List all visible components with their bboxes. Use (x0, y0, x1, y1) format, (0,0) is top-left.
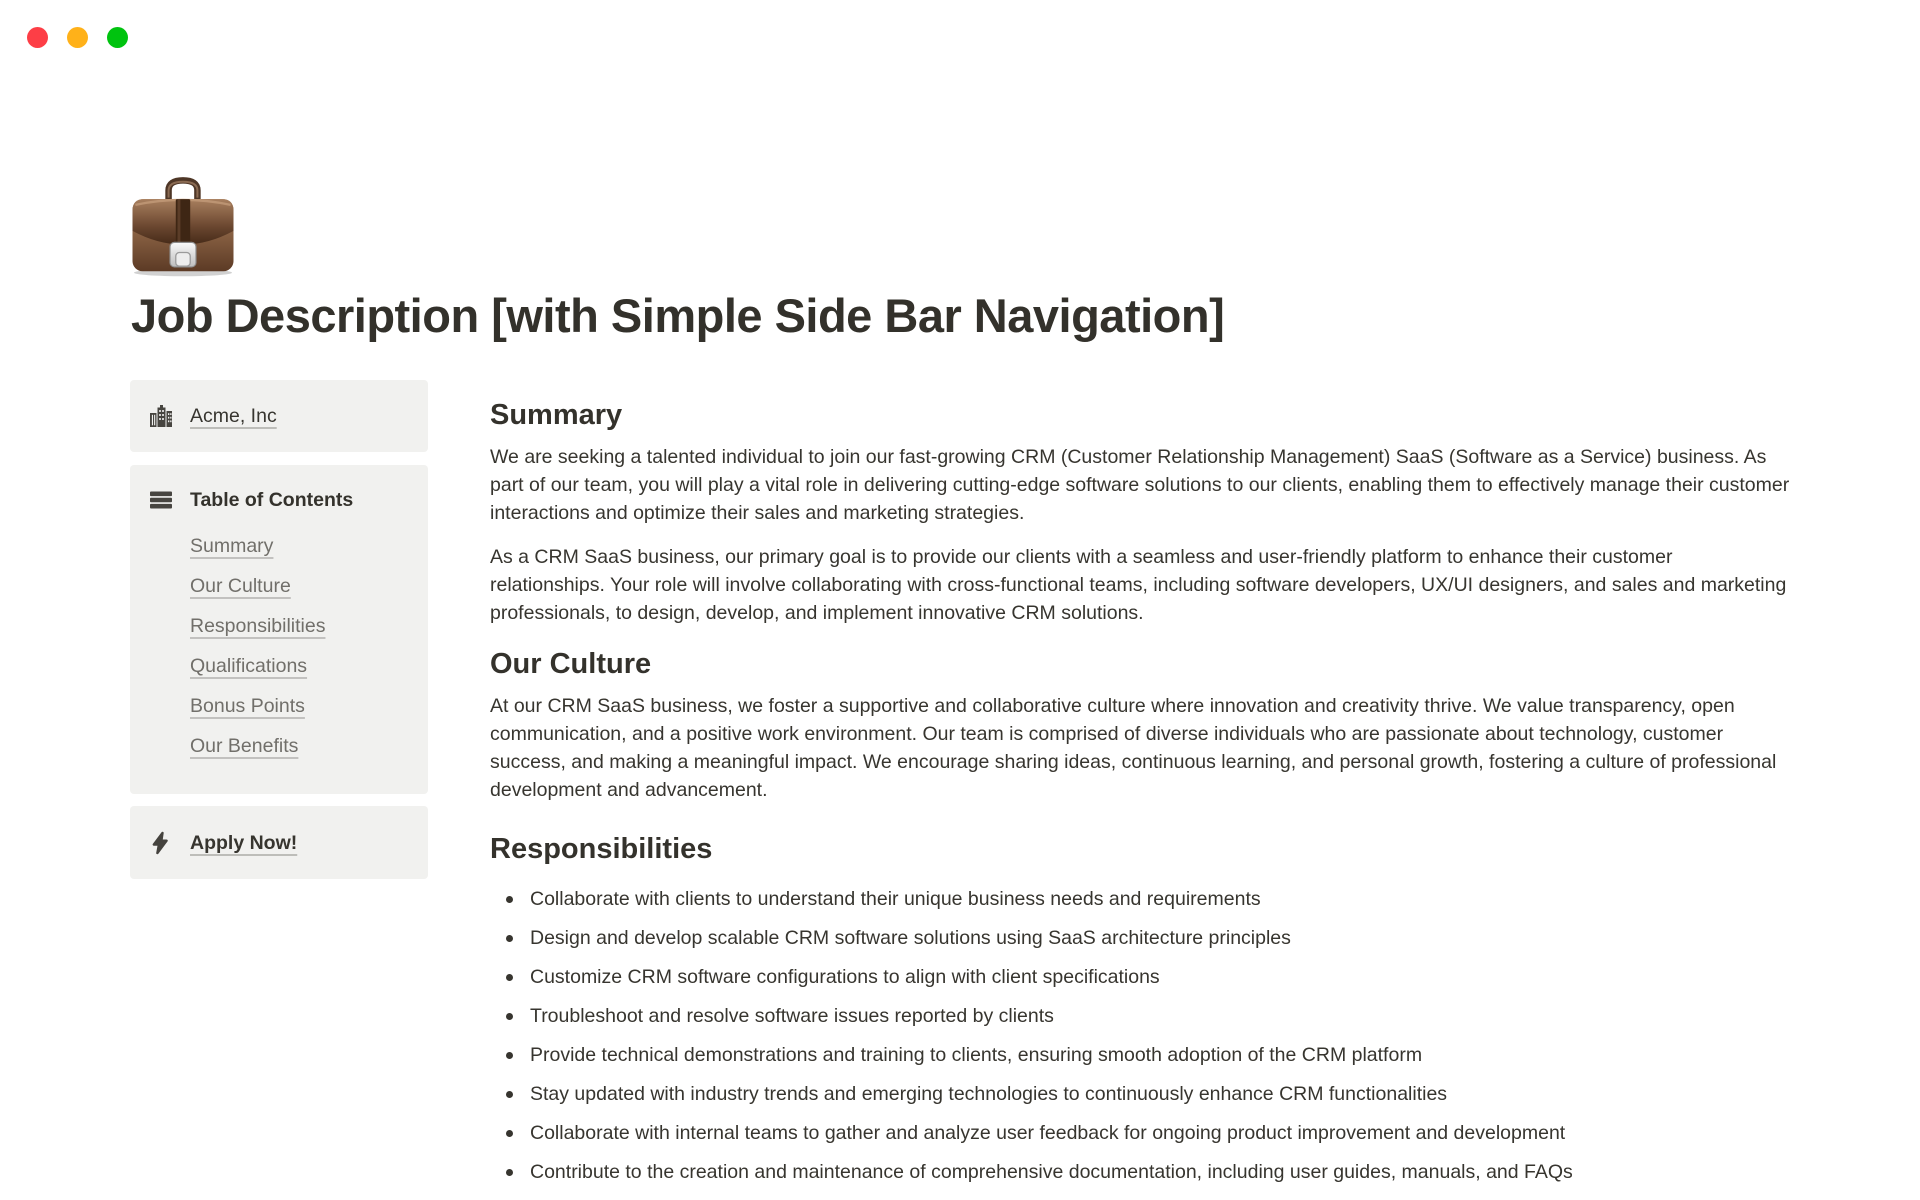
toc-link-our-benefits[interactable]: Our Benefits (190, 734, 299, 757)
zoom-window-button[interactable] (107, 27, 128, 48)
culture-paragraph: At our CRM SaaS business, we foster a supportive and collaborative culture where innovation and creativity thrive. We value transparency, open communication, and a positive work environment. Our team is comprised of diverse individuals who are passionate about technology, customer success, and making a meaningful impact. We encourage sharing ideas, continuous learning, and personal growth, fostering a culture of professional development and advancement. (490, 695, 1777, 801)
close-window-button[interactable] (27, 27, 48, 48)
minimize-window-button[interactable] (67, 27, 88, 48)
heading-responsibilities: Responsibilities (490, 833, 713, 865)
toc-link-our-culture[interactable]: Our Culture (190, 574, 291, 597)
company-page-link[interactable]: Acme, Inc (190, 405, 277, 427)
office-buildings-icon (148, 403, 174, 429)
responsibility-item: Stay updated with industry trends and emerging technologies to continuously enhance CRM functionalities (490, 1075, 1790, 1114)
toc-link-responsibilities[interactable]: Responsibilities (190, 614, 326, 637)
summary-paragraph-1: We are seeking a talented individual to join our fast-growing CRM (Customer Relationship Management) SaaS (Software as a Service) business. As part of our team, you will play a vital role in delivering cutting-edge software solutions to our clients, enabling them to effectively manage their customer interactions and optimize their sales and marketing strategies. (490, 446, 1790, 524)
apply-now-link[interactable]: Apply Now! (190, 831, 298, 854)
responsibilities-list (490, 880, 1790, 1192)
responsibility-item: Collaborate with clients to understand their unique business needs and requirements (490, 880, 1790, 919)
main-content (490, 380, 1790, 1192)
toc-title: Table of Contents (190, 489, 354, 511)
page-title: Job Description [with Simple Side Bar Navigation] (131, 289, 1225, 342)
sidebar-apply-card (130, 806, 428, 879)
toc-link-qualifications[interactable]: Qualifications (190, 654, 308, 677)
toc-link-list (148, 526, 410, 766)
sidebar (130, 380, 428, 879)
window-controls (27, 27, 128, 48)
summary-paragraph-2: As a CRM SaaS business, our primary goal is to provide our clients with a seamless and user-friendly platform to enhance their customer relationships. Your role will involve collaborating with cross-functional teams, including software developers, UX/UI designers, and sales and marketing professionals, to design, develop, and implement innovative CRM solutions. (490, 546, 1787, 624)
responsibility-item: Contribute to the creation and maintenance of comprehensive documentation, including user guides, manuals, and FAQs (490, 1153, 1790, 1192)
lightning-icon (148, 830, 174, 856)
toc-link-summary[interactable]: Summary (190, 534, 274, 557)
responsibility-item: Provide technical demonstrations and training to clients, ensuring smooth adoption of the CRM platform (490, 1036, 1790, 1075)
list-icon (148, 487, 174, 513)
heading-our-culture: Our Culture (490, 648, 652, 680)
sidebar-toc-card (130, 465, 428, 794)
heading-summary: Summary (490, 399, 623, 431)
responsibility-item: Customize CRM software configurations to align with client specifications (490, 958, 1790, 997)
responsibility-item: Collaborate with internal teams to gather and analyze user feedback for ongoing product improvement and development (490, 1114, 1790, 1153)
sidebar-company-card (130, 380, 428, 452)
responsibility-item: Design and develop scalable CRM software solutions using SaaS architecture principles (490, 919, 1790, 958)
responsibility-item: Troubleshoot and resolve software issues reported by clients (490, 997, 1790, 1036)
briefcase-icon[interactable] (128, 176, 238, 277)
toc-link-bonus-points[interactable]: Bonus Points (190, 694, 305, 717)
